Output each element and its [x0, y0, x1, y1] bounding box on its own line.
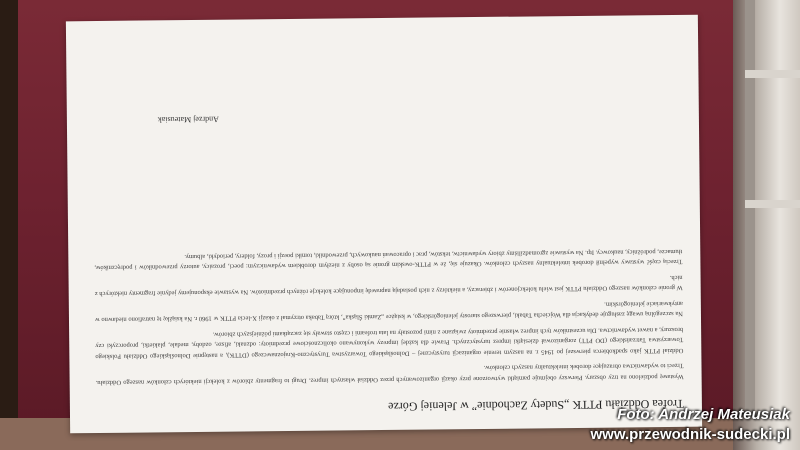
- window-frame: [745, 0, 755, 420]
- notice-body: [93, 131, 684, 387]
- display-frame-edge: [0, 0, 18, 450]
- window-sill: [745, 70, 800, 78]
- notice-paragraph: Oddział PTTK jako spadkobierca pierwszej po 1945 r. na naszym terenie organizacji turystycznej – Dolnośląskiego Towarzystwa Turystyczno-Krajoznawczego (DTTK), a następnie Dolnośląskiego Oddziału Polskiego Towarzystwa Tatrzańskiego (DO PTT) zorganizował dziesiątki imprez turystycznych. Prawie dla każdej imprezy wykonywano okolicznościowe przedmioty: odznaki, afisze, ozdoby, medale, plakietki, proporczyki czy broszury, a nawet wydawnictwa. Dla uczestników tych imprez własnie przedmioty związane z nimi pozostały na lata trofeami i często stawały się zaczątkami późniejszych zbiorów.: [95, 325, 684, 361]
- exhibition-notice: [66, 15, 702, 434]
- background-wall: [733, 0, 800, 450]
- upside-down-text-block: [66, 15, 702, 434]
- website-watermark: www.przewodnik-sudecki.pl: [590, 426, 790, 443]
- notice-paragraph: W gronie członków naszego Oddziału PTTK jest wielu kolekcjonerów i zbieraczy, a niektórzy z nich posiadają naprawdę imponujące kolekcje różnych przedmiotów. Na wystawie eksponujemy jedynie fragmenty niektórych z nich.: [94, 273, 683, 298]
- photo-credit: Foto: Andrzej Mateusiak: [617, 406, 790, 423]
- notice-paragraph: Wystawę podzielono na trzy obszary. Pierwszy obejmuje pamiątki wytworzone przy okazji organizowanych przez Oddział własnych imprez. Drugi to fragmenty zbiorów z kolekcji niektórych członków naszego Oddziału. Trzeci to wydawnictwa obrazujące dorobek intelektualny naszych członków.: [95, 362, 684, 387]
- window-sill: [745, 200, 800, 208]
- notice-paragraph: Trzecią część wystawy wypełnił dorobek intelektualny naszych członków. Okazuje się, że w PTTK-owskim gronie są osoby z niezłym dorobkiem wydawniczym: poeci, prozaicy, autorzy przewodników i podręczników, tłumacze, podróżnicy, naukowcy. Itp. Na wystawie zgromadziliśmy zbiory wydawnictw, tekstów, prac i opracowań naukowych, przewodniki, tomiki poezji i prozy, foldery, periodyki, albumy.: [94, 247, 683, 272]
- notice-author: Andrzej Mateusiak: [157, 114, 219, 125]
- notice-paragraph: Na szczególną uwagę zasługuje dedykacja dla Wojciecha Tabaki, pierwszego starosty jeleniogórskiego, w książce „Zamki Śląska”, którą Tabaka otrzymał z okazji X-lecia PTTK w 1960 r. Na książkę tę natrafiono niedawno w antykwariacie jeleniogórskim.: [94, 299, 683, 324]
- notice-title: Trofea Oddziału PTTK „Sudety Zachodnie” w Jeleniej Górze: [388, 396, 684, 414]
